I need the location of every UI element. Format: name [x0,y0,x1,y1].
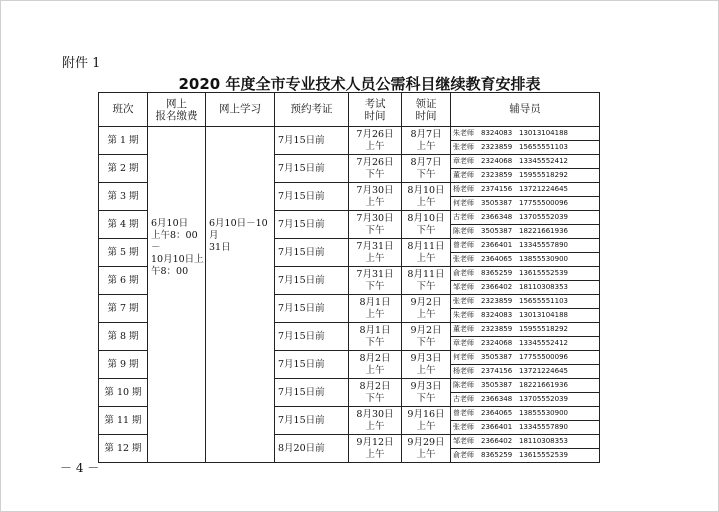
tutor-name: 邹老师 [453,437,474,445]
tutor-mobile: 15955518292 [519,325,568,333]
exam-cell [349,183,402,211]
booking-cell: 7月15日前 [275,155,349,183]
tutors-cell [451,155,600,183]
annex-label: 附件 1 [62,56,101,71]
signup-period [151,218,205,278]
cert-cell [402,407,451,435]
tutor-entry [451,252,599,266]
booking-cell: 7月15日前 [275,127,349,155]
tutor-name: 俞老师 [453,451,474,459]
class-cell: 第 6 期 [99,267,148,295]
class-cell: 第 9 期 [99,351,148,379]
tutor-office-phone: 2366402 [481,437,513,445]
header-signup-line2: 报名缴费 [155,109,198,122]
header-signup-line1: 网上 [166,97,187,110]
exam-cell [349,351,402,379]
tutor-entry [451,407,599,420]
tutors-cell [451,295,600,323]
tutor-mobile: 15655551103 [519,143,568,151]
tutors-cell [451,239,600,267]
exam-date: 7月31日 [356,268,394,280]
tutor-entry [451,280,599,294]
cert-date: 8月11日 [407,240,445,252]
schedule-table [98,92,600,463]
tutor-name: 陈老师 [453,227,474,235]
exam-date: 8月2日 [359,380,391,392]
exam-date: 8月30日 [356,408,394,420]
tutors-cell [451,211,600,239]
exam-cell [349,155,402,183]
tutor-entry [451,183,599,196]
signup-period-line: 午8：00 [151,266,189,277]
tutor-entry [451,196,599,210]
tutor-office-phone: 3505387 [481,353,513,361]
tutor-entry [451,435,599,448]
tutor-mobile: 13721224645 [519,367,568,375]
cert-session: 下午 [416,168,436,180]
cert-cell [402,211,451,239]
booking-cell: 7月15日前 [275,239,349,267]
class-cell: 第 3 期 [99,183,148,211]
header-row [99,93,600,127]
exam-session: 上午 [365,308,385,320]
booking-cell: 7月15日前 [275,211,349,239]
tutors-cell [451,407,600,435]
tutor-office-phone: 2324068 [481,157,513,165]
cert-session: 下午 [416,336,436,348]
signup-period-cell [148,127,206,463]
exam-date: 9月12日 [356,436,394,448]
tutors-cell [451,323,600,351]
header-tutors: 辅导员 [451,93,600,127]
tutor-name: 朱老师 [453,129,474,137]
exam-cell [349,407,402,435]
tutor-name: 张老师 [453,255,474,263]
cert-cell [402,267,451,295]
tutor-office-phone: 2366401 [481,423,513,431]
tutor-mobile: 13615552539 [519,451,568,459]
cert-cell [402,239,451,267]
cert-session: 上午 [416,448,436,460]
tutor-office-phone: 8365259 [481,451,513,459]
cert-date: 8月10日 [407,212,445,224]
tutor-name: 古老师 [453,213,474,221]
tutor-entry [451,364,599,378]
exam-cell [349,323,402,351]
tutor-office-phone: 2323859 [481,297,513,305]
tutor-name: 陈老师 [453,381,474,389]
tutor-office-phone: 2366402 [481,283,513,291]
tutor-mobile: 13013104188 [519,129,568,137]
tutor-mobile: 13705552039 [519,213,568,221]
signup-period-line: 6月10日 [151,218,189,229]
exam-session: 下午 [365,224,385,236]
cert-date: 8月11日 [407,268,445,280]
cert-session: 下午 [416,392,436,404]
tutor-entry [451,323,599,336]
cert-cell [402,127,451,155]
tutor-office-phone: 2374156 [481,367,513,375]
tutor-mobile: 13345552412 [519,157,568,165]
class-cell: 第 2 期 [99,155,148,183]
exam-session: 下午 [365,336,385,348]
tutor-mobile: 13855530900 [519,255,568,263]
booking-cell: 7月15日前 [275,351,349,379]
tutor-entry [451,392,599,406]
tutor-office-phone: 2324068 [481,339,513,347]
cert-session: 上午 [416,252,436,264]
exam-session: 下午 [365,280,385,292]
tutor-office-phone: 3505387 [481,227,513,235]
exam-cell [349,267,402,295]
cert-cell [402,183,451,211]
cert-session: 上午 [416,420,436,432]
class-cell: 第 7 期 [99,295,148,323]
booking-cell: 8月20日前 [275,435,349,463]
tutor-entry [451,140,599,154]
tutor-office-phone: 2364065 [481,255,513,263]
cert-cell [402,351,451,379]
tutor-entry [451,308,599,322]
tutor-mobile: 13345557890 [519,423,568,431]
booking-cell: 7月15日前 [275,323,349,351]
exam-cell [349,435,402,463]
cert-session: 上午 [416,308,436,320]
cert-date: 8月7日 [410,128,442,140]
tutor-entry [451,379,599,392]
exam-session: 下午 [365,168,385,180]
exam-session: 上午 [365,252,385,264]
class-cell: 第 5 期 [99,239,148,267]
tutor-mobile: 13013104188 [519,311,568,319]
booking-cell: 7月15日前 [275,379,349,407]
tutor-name: 张老师 [453,143,474,151]
cert-date: 9月3日 [410,380,442,392]
class-cell: 第 11 期 [99,407,148,435]
tutor-mobile: 13345552412 [519,339,568,347]
class-cell: 第 12 期 [99,435,148,463]
tutor-name: 何老师 [453,199,474,207]
cert-session: 上午 [416,140,436,152]
tutor-name: 张老师 [453,297,474,305]
class-cell: 第 8 期 [99,323,148,351]
tutor-office-phone: 2366401 [481,241,513,249]
cert-date: 9月16日 [407,408,445,420]
tutor-entry [451,239,599,252]
exam-date: 7月30日 [356,184,394,196]
tutors-cell [451,435,600,463]
header-exam [349,93,402,127]
tutor-name: 董老师 [453,325,474,333]
tutor-mobile: 15655551103 [519,297,568,305]
tutors-cell [451,267,600,295]
signup-period-line: 10月10日上 [151,254,204,265]
tutor-name: 何老师 [453,353,474,361]
header-signup [148,93,206,127]
class-cell: 第 4 期 [99,211,148,239]
cert-date: 8月7日 [410,156,442,168]
tutor-entry [451,168,599,182]
cert-cell [402,155,451,183]
exam-session: 上午 [365,196,385,208]
exam-date: 7月26日 [356,156,394,168]
document-title: 2020 年度全市专业技术人员公需科目继续教育安排表 [178,75,541,93]
tutor-mobile: 15955518292 [519,171,568,179]
header-booking: 预约考证 [275,93,349,127]
class-cell: 第 10 期 [99,379,148,407]
tutor-entry [451,211,599,224]
tutor-mobile: 13721224645 [519,185,568,193]
cert-date: 9月29日 [407,436,445,448]
cert-session: 上午 [416,196,436,208]
exam-cell [349,379,402,407]
cert-session: 上午 [416,364,436,376]
header-study: 网上学习 [206,93,275,127]
exam-cell [349,127,402,155]
tutor-office-phone: 3505387 [481,199,513,207]
tutor-entry [451,351,599,364]
tutor-mobile: 13705552039 [519,395,568,403]
tutor-entry [451,448,599,462]
cert-date: 8月10日 [407,184,445,196]
exam-session: 上午 [365,448,385,460]
tutor-name: 邹老师 [453,283,474,291]
tutor-office-phone: 2323859 [481,143,513,151]
exam-date: 7月26日 [356,128,394,140]
cert-cell [402,435,451,463]
tutor-name: 董老师 [453,171,474,179]
tutor-entry [451,295,599,308]
cert-date: 9月2日 [410,324,442,336]
exam-session: 上午 [365,420,385,432]
exam-session: 上午 [365,364,385,376]
tutor-office-phone: 8324083 [481,129,513,137]
tutor-name: 俞老师 [453,269,474,277]
tutor-entry [451,224,599,238]
tutor-name: 曾老师 [453,409,474,417]
exam-date: 7月31日 [356,240,394,252]
tutor-mobile: 18221661936 [519,381,568,389]
header-cert-line2: 时间 [415,109,437,122]
tutor-office-phone: 2323859 [481,325,513,333]
tutor-office-phone: 2366348 [481,213,513,221]
cert-cell [402,295,451,323]
exam-session: 下午 [365,392,385,404]
exam-cell [349,295,402,323]
tutor-name: 杨老师 [453,185,474,193]
study-period-line: 31日 [209,242,231,253]
header-class: 班次 [99,93,148,127]
tutor-mobile: 13615552539 [519,269,568,277]
exam-cell [349,211,402,239]
header-exam-line1: 考试 [364,97,386,110]
signup-period-line: 上午8：00－ [151,230,198,253]
tutor-name: 张老师 [453,423,474,431]
tutor-office-phone: 2364065 [481,409,513,417]
tutor-office-phone: 3505387 [481,381,513,389]
header-cert-line1: 领证 [415,97,437,110]
tutor-name: 曾老师 [453,241,474,249]
cert-session: 下午 [416,224,436,236]
tutors-cell [451,183,600,211]
tutor-name: 朱老师 [453,311,474,319]
tutor-mobile: 17755500096 [519,353,568,361]
cert-cell [402,323,451,351]
study-period-line: 6月10日－10月 [209,218,268,241]
cert-cell [402,379,451,407]
cert-date: 9月3日 [410,352,442,364]
tutor-mobile: 13855530900 [519,409,568,417]
tutors-cell [451,379,600,407]
tutor-entry [451,155,599,168]
exam-date: 8月1日 [359,324,391,336]
page-number: － 4 － [60,461,100,475]
tutor-office-phone: 2366348 [481,395,513,403]
cert-session: 下午 [416,280,436,292]
schedule-body [99,127,600,463]
exam-cell [349,239,402,267]
table-row [99,127,600,155]
tutor-office-phone: 8324083 [481,311,513,319]
tutor-office-phone: 2374156 [481,185,513,193]
exam-date: 8月1日 [359,296,391,308]
exam-date: 8月2日 [359,352,391,364]
tutor-office-phone: 8365259 [481,269,513,277]
tutor-entry [451,420,599,434]
booking-cell: 7月15日前 [275,407,349,435]
tutors-cell [451,127,600,155]
tutor-name: 杨老师 [453,367,474,375]
tutor-mobile: 18221661936 [519,227,568,235]
exam-date: 7月30日 [356,212,394,224]
tutor-entry [451,127,599,140]
tutor-entry [451,267,599,280]
study-period-cell [206,127,275,463]
tutors-cell [451,351,600,379]
class-cell: 第 1 期 [99,127,148,155]
tutor-office-phone: 2323859 [481,171,513,179]
header-cert [402,93,451,127]
tutor-name: 章老师 [453,157,474,165]
booking-cell: 7月15日前 [275,183,349,211]
cert-date: 9月2日 [410,296,442,308]
tutor-mobile: 18110308353 [519,283,568,291]
exam-session: 上午 [365,140,385,152]
tutor-name: 古老师 [453,395,474,403]
tutor-entry [451,336,599,350]
header-exam-line2: 时间 [364,109,386,122]
booking-cell: 7月15日前 [275,267,349,295]
tutor-mobile: 17755500096 [519,199,568,207]
tutor-mobile: 13345557890 [519,241,568,249]
booking-cell: 7月15日前 [275,295,349,323]
study-period [209,218,274,254]
tutor-name: 章老师 [453,339,474,347]
tutor-mobile: 18110308353 [519,437,568,445]
